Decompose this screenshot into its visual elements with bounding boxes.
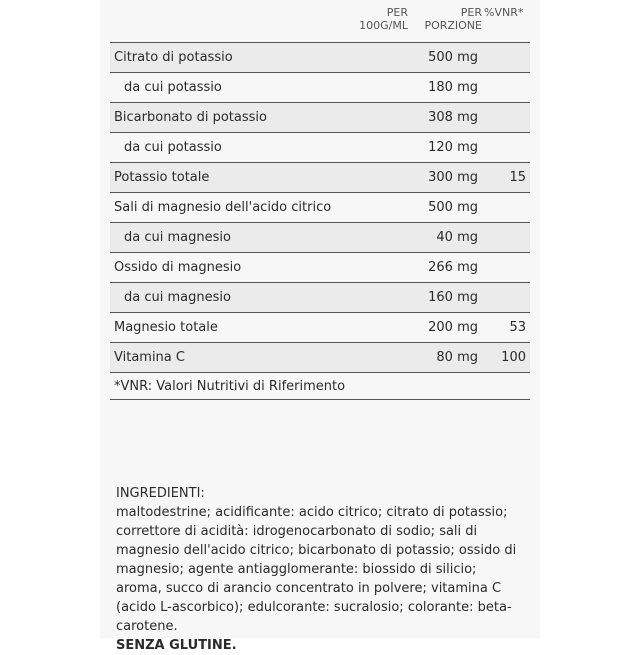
- row-name: Citrato di potassio: [114, 50, 233, 65]
- row-vnr: 100: [501, 350, 526, 365]
- row-name: Vitamina C: [114, 350, 185, 365]
- row-amount: 308 mg: [428, 110, 478, 125]
- table-row: [110, 222, 530, 252]
- table-header: [100, 4, 540, 42]
- header-per100-line1: PER: [386, 6, 408, 19]
- table-row: [110, 312, 530, 342]
- row-name: da cui potassio: [124, 80, 222, 95]
- row-amount: 80 mg: [436, 350, 478, 365]
- row-vnr: 53: [509, 320, 526, 335]
- row-name: Ossido di magnesio: [114, 260, 242, 275]
- row-name: Sali di magnesio dell'acido citrico: [114, 200, 332, 215]
- row-amount: 500 mg: [428, 50, 478, 65]
- row-name: Magnesio totale: [114, 320, 218, 335]
- header-porzione-line2: PORZIONE: [424, 19, 482, 32]
- row-amount: 300 mg: [428, 170, 478, 185]
- row-amount: 180 mg: [428, 80, 478, 95]
- row-name: da cui magnesio: [124, 230, 231, 245]
- row-amount: 40 mg: [436, 230, 478, 245]
- table-row: [110, 342, 530, 372]
- table-row: [110, 42, 530, 72]
- table-row: [110, 192, 530, 222]
- row-amount: 266 mg: [428, 260, 478, 275]
- nutrition-table: [110, 42, 530, 400]
- row-name: Potassio totale: [114, 170, 210, 185]
- row-amount: 160 mg: [428, 290, 478, 305]
- header-vnr: %VNR*: [484, 6, 524, 19]
- header-per100-line2: 100G/ML: [359, 19, 408, 32]
- table-row: [110, 282, 530, 312]
- row-name: da cui magnesio: [124, 290, 231, 305]
- gluten-free-label: SENZA GLUTINE.: [116, 638, 237, 653]
- row-name: Bicarbonato di potassio: [114, 110, 267, 125]
- table-row: [110, 162, 530, 192]
- ingredients-text: maltodestrine; acidificante: acido citrico; citrato di potassio; correttore di acidità: idrogenocarbonato di sodio; sali di magnesio dell'acido citrico; bicarbonato di potassio; ossido di magnesio; agente antiagglomerante: biossido di silicio; aroma, succo di arancio concentrato in polvere; vitamina C (acido L-ascorbico); edulcorante: sucralosio; colorante: beta-carotene.: [116, 505, 517, 634]
- header-porzione-line1: PER: [460, 6, 482, 19]
- vnr-footnote: *VNR: Valori Nutritivi di Riferimento: [114, 379, 346, 394]
- header-porzione: [410, 6, 482, 32]
- row-amount: 500 mg: [428, 200, 478, 215]
- row-vnr: 15: [509, 170, 526, 185]
- ingredients-title: INGREDIENTI:: [116, 486, 205, 501]
- nutrition-panel: [100, 0, 540, 653]
- footnote-row: [110, 372, 530, 400]
- header-per100: [342, 6, 408, 32]
- ingredients-block: [116, 484, 526, 655]
- table-row: [110, 252, 530, 282]
- table-row: [110, 102, 530, 132]
- row-amount: 120 mg: [428, 140, 478, 155]
- table-row: [110, 132, 530, 162]
- table-row: [110, 72, 530, 102]
- row-amount: 200 mg: [428, 320, 478, 335]
- row-name: da cui potassio: [124, 140, 222, 155]
